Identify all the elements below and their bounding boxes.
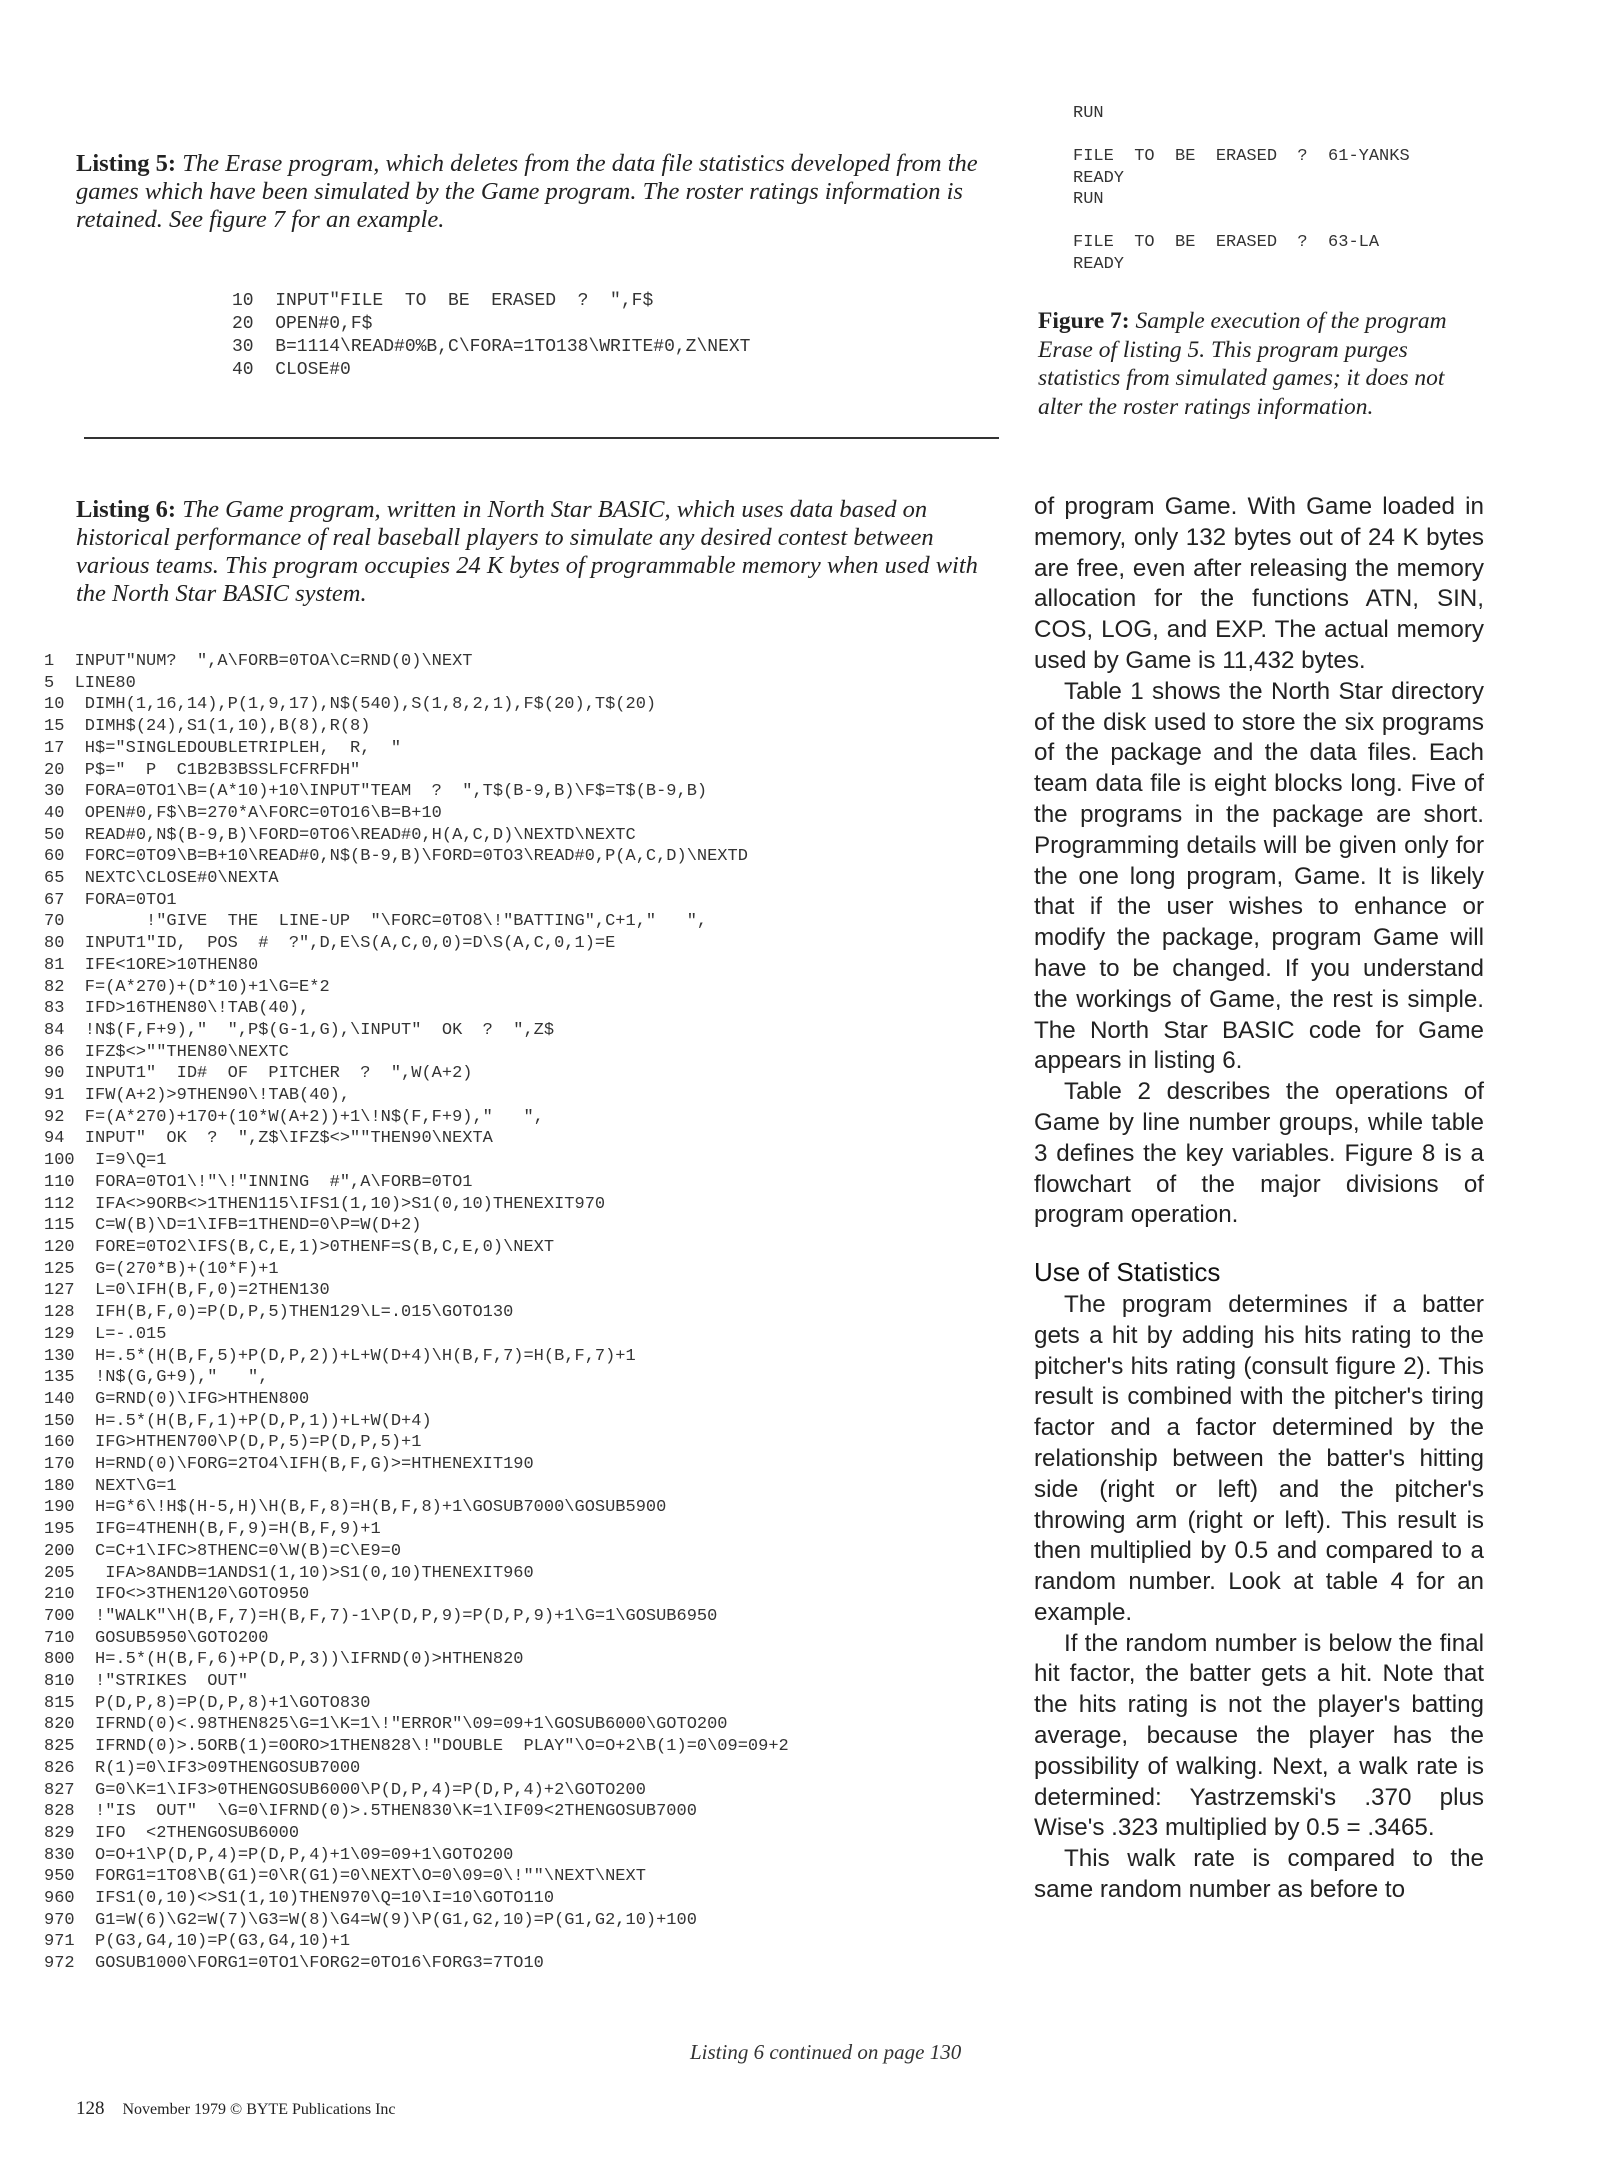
body-paragraph: If the random number is below the final hit factor, the batter gets a hit. Note that the hits rating is not the player's batting average, because the player has the possibility of walking. Next, a walk rate is determined: Yastrzemski's .370 plus Wise's .323 multiplied by 0.5 = .3465. [1034,1629,1484,1842]
listing6-caption-text: The Game program, written in North Star BASIC, which uses data based on historical performance of real baseball players to simulate any desired contest between various teams. This program occupies 24 K bytes of programmable memory when used with the North Star BASIC system. [76,496,978,607]
article-body [1034,492,1484,1906]
listing6-label: Listing 6: [76,496,177,523]
page-number: 128 [76,2098,105,2119]
section-heading: Use of Statistics [1034,1257,1221,1288]
listing5-code: 10 INPUT"FILE TO BE ERASED ? ",F$ 20 OPEN#0,F$ 30 B=1114\READ#0%B,C\FORA=1TO138\WRITE#0,Z\NEXT 40 CLOSE#0 [232,291,751,380]
figure7-output: RUN FILE TO BE ERASED ? 61-YANKS READY RUN FILE TO BE ERASED ? 63-LA READY [1073,104,1410,274]
listing6-code: 1 INPUT"NUM? ",A\FORB=0TOA\C=RND(0)\NEXT 5 LINE80 10 DIMH(1,16,14),P(1,9,17),N$(540),S(1,8,2,1),F$(20),T$(20) 15 DIMH$(24),S1(1,10),B(8),R(8) 17 H$="SINGLEDOUBLETRIPLEH, R, " 20 P$=" P C1B2B3BSSLFCFRFDH" 30 FORA=0TO1\B=(A*10)+10\INPUT"TEAM ? ",T$(B-9,B)\F$=T$(B-9,B) 40 OPEN#0,F$\B=270*A\FORC=0TO16\B=B+10 50 READ#0,N$(B-9,B)\FORD=0TO6\READ#0,H(A,C,D)\NEXTD\NEXTC 60 FORC=0TO9\B=B+10\READ#0,N$(B-9,B)\FORD=0TO3\READ#0,P(A,C,D)\NEXTD 65 NEXTC\CLOSE#0\NEXTA 67 FORA=0TO1 70 !"GIVE THE LINE-UP "\FORC=0TO8\!"BATTING",C+1," ", 80 INPUT1"ID, POS # ?",D,E\S(A,C,0,0)=D\S(A,C,0,1)=E 81 IFE<1ORE>10THEN80 82 F=(A*270)+(D*10)+1\G=E*2 83 IFD>16THEN80\!TAB(40), 84 !N$(F,F+9)," ",P$(G-1,G),\INPUT" OK ? ",Z$ 86 IFZ$<>""THEN80\NEXTC 90 INPUT1" ID# OF PITCHER ? ",W(A+2) 91 IFW(A+2)>9THEN90\!TAB(40), 92 F=(A*270)+170+(10*W(A+2))+1\!N$(F,F+9)," ", 94 INPUT" OK ? ",Z$\IFZ$<>""THEN90\NEXTA 100 I=9\Q=1 110 FORA=0TO1\!"\!"INNING #",A\FORB=0TO1 112 IFA<>9ORB<>1THEN115\IFS1(1,10)>S1(0,10)THENEXIT970 115 C=W(B)\D=1\IFB=1THEND=0\P=W(D+2) 120 FORE=0TO2\IFS(B,C,E,1)>0THENF=S(B,C,E,0)\NEXT 125 G=(270*B)+(10*F)+1 127 L=0\IFH(B,F,0)=2THEN130 128 IFH(B,F,0)=P(D,P,5)THEN129\L=.015\GOTO130 129 L=-.015 130 H=.5*(H(B,F,5)+P(D,P,2))+L+W(D+4)\H(B,F,7)=H(B,F,7)+1 135 !N$(G,G+9)," ", 140 G=RND(0)\IFG>HTHEN800 150 H=.5*(H(B,F,1)+P(D,P,1))+L+W(D+4) 160 IFG>HTHEN700\P(D,P,5)=P(D,P,5)+1 170 H=RND(0)\FORG=2TO4\IFH(B,F,G)>=HTHENEXIT190 180 NEXT\G=1 190 H=G*6\!H$(H-5,H)\H(B,F,8)=H(B,F,8)+1\GOSUB7000\GOSUB5900 195 IFG=4THENH(B,F,9)=H(B,F,9)+1 200 C=C+1\IFC>8THENC=0\W(B)=C\E9=0 205 IFA>8ANDB=1ANDS1(1,10)>S1(0,10)THENEXIT960 210 IFO<>3THEN120\GOTO950 700 !"WALK"\H(B,F,7)=H(B,F,7)-1\P(D,P,9)=P(D,P,9)+1\G=1\GOSUB6950 710 GOSUB5950\GOTO200 800 H=.5*(H(B,F,6)+P(D,P,3))\IFRND(0)>HTHEN820 810 !"STRIKES OUT" 815 P(D,P,8)=P(D,P,8)+1\GOTO830 820 IFRND(0)<.98THEN825\G=1\K=1\!"ERROR"\09=09+1\GOSUB6000\GOTO200 825 IFRND(0)>.5ORB(1)=0ORO>1THEN828\!"DOUBLE PLAY"\O=O+2\B(1)=0\09=09+2 826 R(1)=0\IF3>09THENGOSUB7000 827 G=0\K=1\IF3>0THENGOSUB6000\P(D,P,4)=P(D,P,4)+2\GOTO200 828 !"IS OUT" \G=0\IFRND(0)>.5THEN830\K=1\IF09<2THENGOSUB7000 829 IFO <2THENGOSUB6000 830 O=O+1\P(D,P,4)=P(D,P,4)+1\09=09+1\GOTO200 950 FORG1=1TO8\B(G1)=0\R(G1)=0\NEXT\O=0\09=0\!""\NEXT\NEXT 960 IFS1(0,10)<>S1(1,10)THEN970\Q=10\I=10\GOTO110 970 G1=W(6)\G2=W(7)\G3=W(8)\G4=W(9)\P(G1,G2,10)=P(G1,G2,10)+100 971 P(G3,G4,10)=P(G3,G4,10)+1 972 GOSUB1000\FORG1=0TO1\FORG2=0TO16\FORG3=7TO10 [44,652,789,1974]
figure7-caption-text: Sample execution of the program Erase of listing 5. This program purges statistics from simulated games; it does not alter the roster ratings information. [1038,308,1447,420]
body-paragraph: Table 2 describes the operations of Game by line number groups, while table 3 defines the key variables. Figure 8 is a flowchart of the major divisions of program operation. [1034,1078,1484,1229]
body-paragraph: of program Game. With Game loaded in memory, only 132 bytes out of 24 K bytes are free, even after releasing the memory allocation for the functions ATN, SIN, COS, LOG, and EXP. The actual memory used by Game is 11,432 bytes. [1034,493,1484,674]
listing6-continued-note: Listing 6 continued on page 130 [690,2040,962,2064]
figure7-caption [1038,307,1483,421]
page-footer [76,2098,396,2120]
listing5-caption-text: The Erase program, which deletes from the data file statistics developed from the games which have been simulated by the Game program. The roster ratings information is retained. See figure 7 for an example. [76,150,978,233]
section-divider [84,437,999,439]
listing5-caption [76,150,1006,234]
listing6-caption [76,496,1011,608]
body-paragraph: The program determines if a batter gets a hit by adding his hits rating to the pitcher's hits rating (consult figure 2). This result is combined with the pitcher's tiring factor and a factor determined by the relationship between the batter's hitting side (right or left) and the pitcher's throwing arm (right or left). This result is then multiplied by 0.5 and compared to a random number. Look at table 4 for an example. [1034,1290,1484,1626]
figure7-label: Figure 7: [1038,308,1130,334]
body-paragraph: Table 1 shows the North Star directory of the disk used to store the six programs of the package and the data files. Each team data file is eight blocks long. Five of the programs in the package are short. Programming details will be given only for the one long program, Game. It is likely that if the user wishes to enhance or modify the package, program Game will have to be changed. If you understand the workings of Game, the rest is simple. The North Star BASIC code for Game appears in listing 6. [1034,677,1484,1075]
listing5-label: Listing 5: [76,150,177,177]
body-paragraph: This walk rate is compared to the same random number as before to [1034,1845,1484,1904]
footer-publication: November 1979 © BYTE Publications Inc [122,2101,396,2118]
